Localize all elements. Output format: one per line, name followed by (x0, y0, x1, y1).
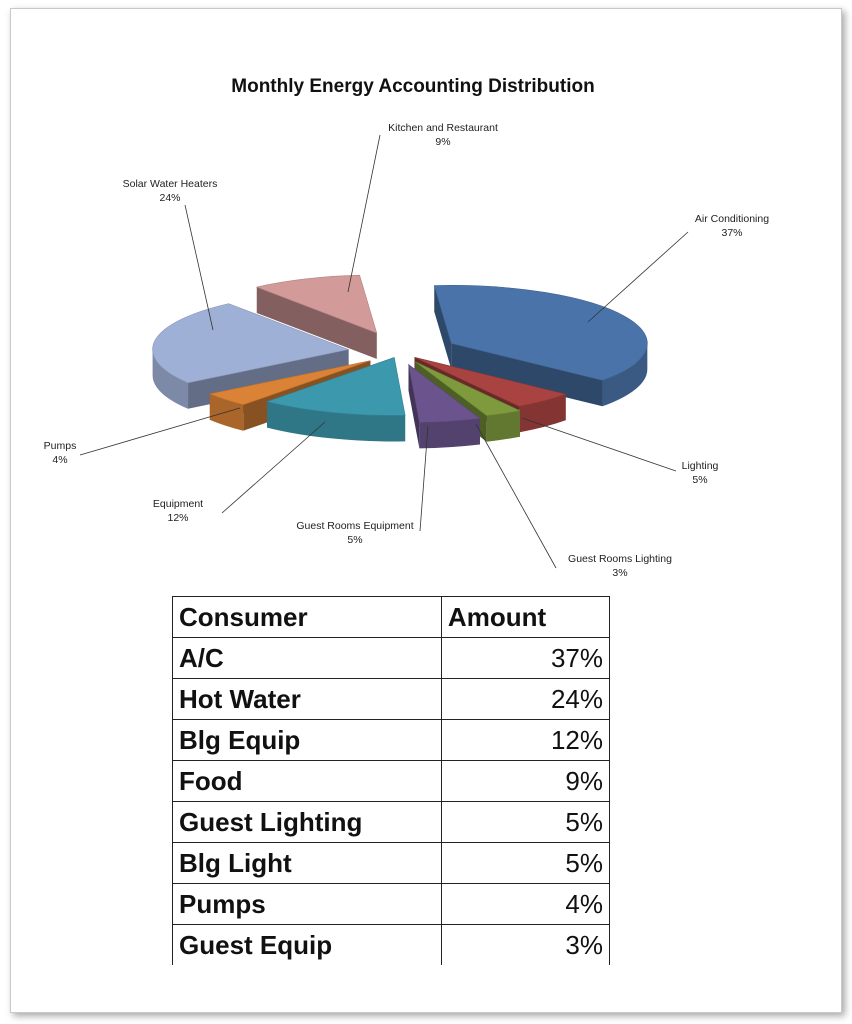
table-row (173, 720, 610, 761)
table-header-row (173, 597, 610, 638)
leader-line (185, 205, 213, 330)
table-row (173, 843, 610, 884)
leader-line (588, 232, 688, 322)
consumer-cell: A/C (173, 638, 442, 679)
amount-cell: 9% (441, 761, 609, 802)
consumer-cell: Guest Equip (173, 925, 442, 966)
slice-label: Guest Rooms Equipment (296, 520, 414, 532)
slice-label: Equipment (152, 498, 204, 510)
consumer-cell: Blg Light (173, 843, 442, 884)
table-row (173, 679, 610, 720)
leader-line (476, 424, 556, 568)
leader-line (522, 418, 676, 471)
slice-percent-label: 9% (435, 136, 451, 148)
consumer-cell: Blg Equip (173, 720, 442, 761)
chart-title: Monthly Energy Accounting Distribution (231, 76, 595, 97)
slice-label: Solar Water Heaters (122, 178, 218, 190)
slice-label: Lighting (681, 460, 719, 472)
table-row (173, 761, 610, 802)
amount-header: Amount (441, 597, 609, 638)
table-row (173, 638, 610, 679)
slice-percent-label: 5% (692, 474, 708, 486)
slice-label: Guest Rooms Lighting (568, 553, 672, 565)
leader-line (222, 422, 325, 513)
slice-label: Kitchen and Restaurant (388, 122, 498, 134)
consumer-table (172, 596, 610, 965)
slice-percent-label: 4% (52, 454, 68, 466)
slice-percent-label: 5% (347, 534, 363, 546)
table-row (173, 925, 610, 966)
amount-cell: 37% (441, 638, 609, 679)
amount-cell: 5% (441, 802, 609, 843)
consumer-header: Consumer (173, 597, 442, 638)
slice-rim (419, 419, 480, 449)
slice-label: Air Conditioning (694, 213, 770, 225)
amount-cell: 12% (441, 720, 609, 761)
table-row (173, 802, 610, 843)
slice-percent-label: 37% (721, 227, 743, 239)
consumer-cell: Pumps (173, 884, 442, 925)
leader-line (348, 135, 380, 292)
leader-line (80, 408, 240, 455)
slice-label: Pumps (43, 440, 77, 452)
amount-cell: 3% (441, 925, 609, 966)
amount-cell: 4% (441, 884, 609, 925)
consumer-cell: Food (173, 761, 442, 802)
pie-slices (153, 275, 648, 448)
slice-percent-label: 24% (159, 192, 181, 204)
slice-percent-label: 12% (167, 512, 189, 524)
amount-cell: 24% (441, 679, 609, 720)
slice-percent-label: 3% (612, 567, 628, 579)
consumer-cell: Guest Lighting (173, 802, 442, 843)
consumer-cell: Hot Water (173, 679, 442, 720)
table-row (173, 884, 610, 925)
amount-cell: 5% (441, 843, 609, 884)
